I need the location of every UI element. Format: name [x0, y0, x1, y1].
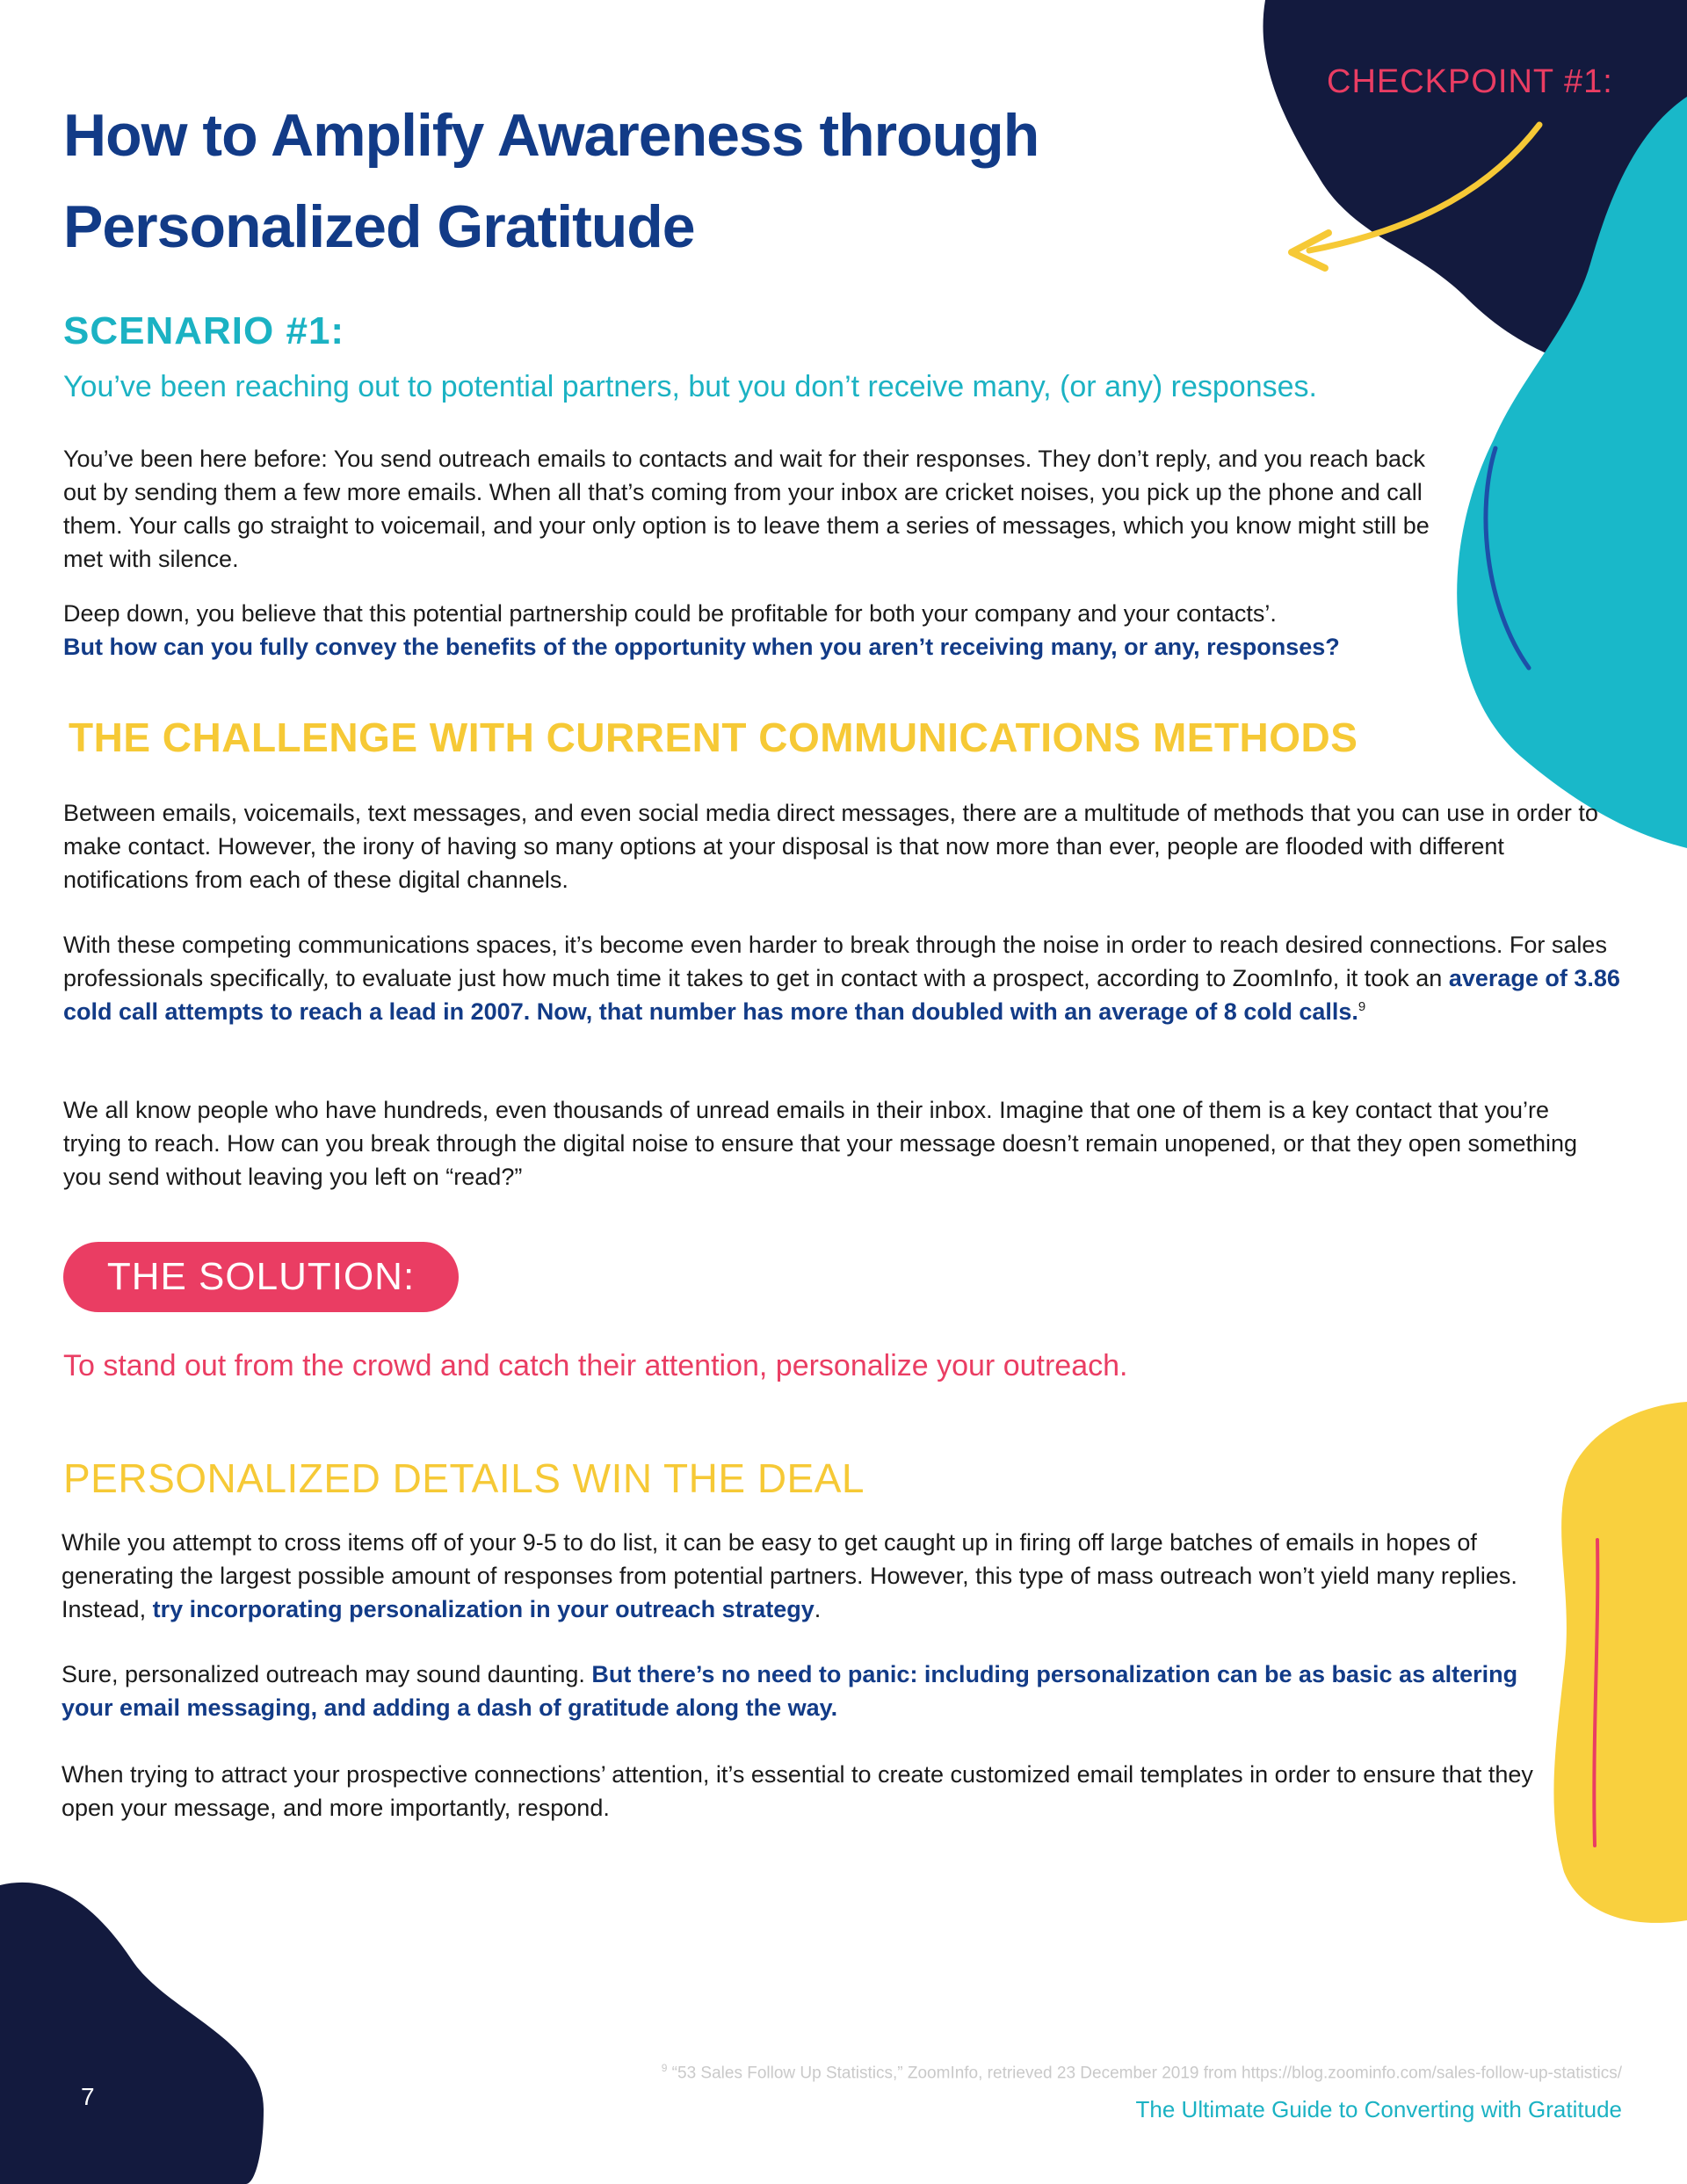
personalized-paragraph-2	[62, 1658, 1546, 1724]
personalized-heading: PERSONALIZED DETAILS WIN THE DEAL	[63, 1455, 865, 1501]
scenario-paragraph-2	[63, 597, 1469, 664]
challenge-paragraph-2	[63, 928, 1627, 1028]
yellow-blob-right	[1553, 1402, 1687, 1923]
personalized-paragraph-1	[62, 1526, 1546, 1626]
personalized-p2-text: Sure, personalized outreach may sound daunting.	[62, 1661, 585, 1687]
page-title	[63, 90, 1206, 272]
guide-title-footer: The Ultimate Guide to Converting with Gratitude	[1135, 2096, 1622, 2122]
navy-blob-bottom-left	[0, 1883, 264, 2184]
personalized-p1-emphasis: try incorporating personalization in your outreach strategy	[152, 1596, 815, 1622]
solution-badge: THE SOLUTION:	[63, 1242, 459, 1312]
scenario-subheading: You’ve been reaching out to potential partners, but you don’t receive many, (or any) responses.	[63, 370, 1317, 403]
footnote	[571, 2062, 1622, 2083]
footnote-text: “53 Sales Follow Up Statistics,” ZoomInfo, retrieved 23 December 2019 from https://blog.zoominfo.com/sales-follow-up-statistics/	[671, 2064, 1622, 2083]
solution-subheading: To stand out from the crowd and catch their attention, personalize your outreach.	[63, 1349, 1128, 1382]
challenge-p2-emphasis: average of 3.86 cold call attempts to reach a lead in 2007. Now, that number has more than doubled with an average of 8 cold calls.	[63, 965, 1620, 1025]
checkpoint-label: CHECKPOINT #1:	[1327, 63, 1613, 100]
scenario-paragraph-1: You’ve been here before: You send outreach emails to contacts and wait for their responses. They don’t reply, and you reach back out by sending them a few more emails. When all that’s coming from your inbox are cricket noises, you pick up the phone and call them. Your calls go straight to voicemail, and your only option is to leave them a series of messages, which you know might still be met with silence.	[63, 446, 1430, 572]
personalized-p2-emphasis: But there’s no need to panic: including personalization can be as basic as altering your email messaging, and adding a dash of gratitude along the way.	[62, 1661, 1518, 1721]
challenge-paragraph-3: We all know people who have hundreds, even thousands of unread emails in their inbox. Imagine that one of them is a key contact that you’re trying to reach. How can you break through the digital noise to ensure that your message doesn’t remain unopened, or that they open something you send without leaving you left on “read?”	[63, 1097, 1578, 1190]
scenario-heading: SCENARIO #1:	[63, 309, 345, 352]
footnote-reference: 9	[1358, 999, 1366, 1014]
title-line-1: How to Amplify Awareness through	[63, 102, 1039, 169]
page-number: 7	[81, 2083, 95, 2110]
personalized-p1-text: While you attempt to cross items off of your 9-5 to do list, it can be easy to get caught up in firing off large batches of emails in hopes of generating the largest possible amount of responses from potential partners. However, this type of mass outreach won’t yield many replies. Instead,	[62, 1529, 1517, 1622]
title-line-2: Personalized Gratitude	[63, 193, 695, 260]
challenge-heading: THE CHALLENGE WITH CURRENT COMMUNICATIONS METHODS	[69, 715, 1358, 760]
scenario-p2-emphasis: But how can you fully convey the benefits of the opportunity when you aren’t receiving many, or any, responses?	[63, 634, 1340, 660]
challenge-paragraph-1: Between emails, voicemails, text messages, and even social media direct messages, there are a multitude of methods that you can use in order to make contact. However, the irony of having so many options at your disposal is that now more than ever, people are flooded with different notifications from each of these digital channels.	[63, 800, 1598, 893]
personalized-p1-end: .	[814, 1596, 822, 1622]
footnote-mark: 9	[661, 2062, 668, 2074]
scenario-p2-text: Deep down, you believe that this potential partnership could be profitable for both your company and your contacts’.	[63, 600, 1277, 627]
personalized-paragraph-3: When trying to attract your prospective connections’ attention, it’s essential to create customized email templates in order to ensure that they open your message, and more importantly, respond.	[62, 1761, 1533, 1821]
challenge-p2-text: With these competing communications spaces, it’s become even harder to break through the noise in order to reach desired connections. For sales professionals specifically, to evaluate just how much time it takes to get in contact with a prospect, according to ZoomInfo, it took an	[63, 932, 1607, 991]
